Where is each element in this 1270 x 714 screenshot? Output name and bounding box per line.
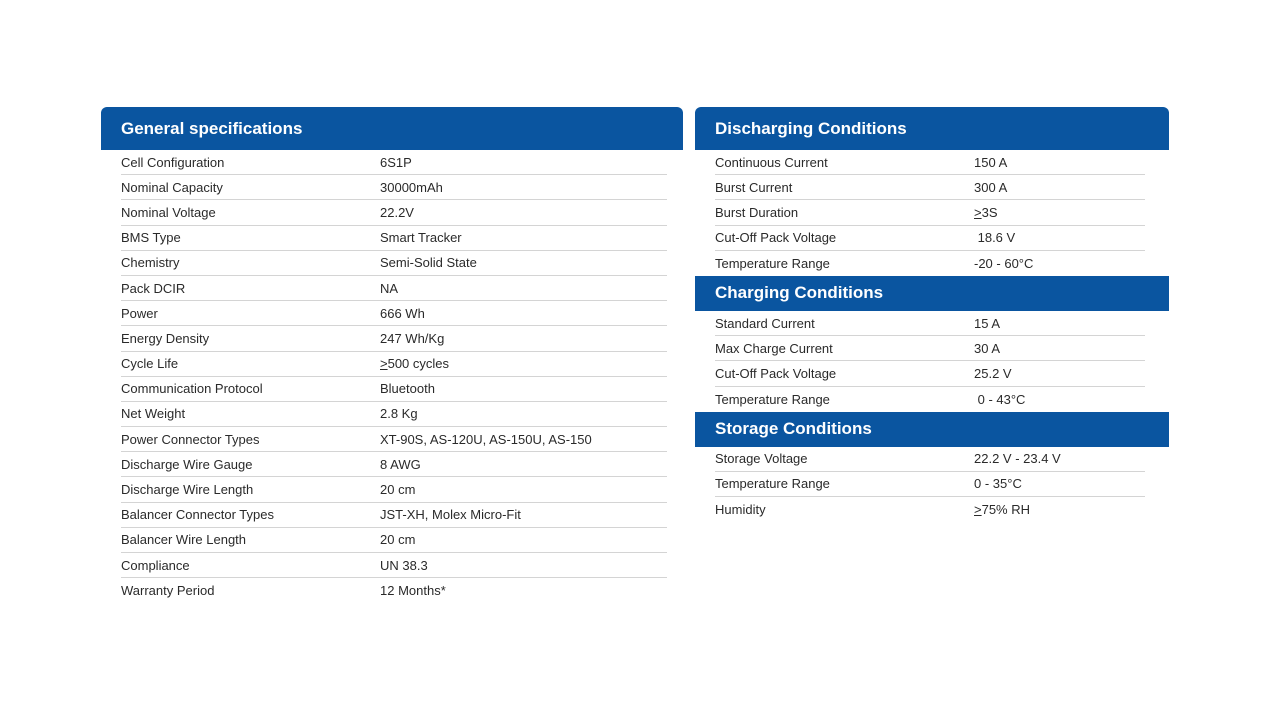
spec-row xyxy=(715,336,1145,361)
general-specifications-table xyxy=(101,107,683,603)
spec-row xyxy=(715,175,1145,200)
spec-label: Cut-Off Pack Voltage xyxy=(715,365,837,381)
spec-label: Balancer Connector Types xyxy=(121,507,274,523)
spec-row xyxy=(121,402,667,427)
spec-value: 300 A xyxy=(974,179,1008,195)
spec-row xyxy=(715,150,1145,175)
spec-row xyxy=(121,452,667,477)
spec-value: Smart Tracker xyxy=(380,230,462,246)
spec-label: Temperature Range xyxy=(715,391,830,407)
spec-label: Pack DCIR xyxy=(121,280,186,296)
spec-value xyxy=(974,205,1145,220)
spec-row xyxy=(121,326,667,351)
spec-value: 0 - 35°C xyxy=(974,476,1022,492)
spec-label: Cycle Life xyxy=(121,356,179,372)
spec-value: UN 38.3 xyxy=(380,557,428,573)
spec-row xyxy=(715,361,1145,386)
spec-label: Warranty Period xyxy=(121,583,215,599)
spec-value-text: 500 cycles xyxy=(387,356,450,372)
spec-label: Nominal Capacity xyxy=(121,179,223,195)
spec-label: Discharge Wire Length xyxy=(121,482,254,498)
spec-value: 150 A xyxy=(974,154,1008,170)
spec-label: Max Charge Current xyxy=(715,340,833,356)
spec-value: 18.6 V xyxy=(974,230,1016,246)
storage-conditions-rows xyxy=(695,447,1169,523)
spec-label: Nominal Voltage xyxy=(121,204,216,220)
spec-label: Burst Duration xyxy=(715,204,799,220)
spec-value: 20 cm xyxy=(380,482,416,498)
spec-row xyxy=(715,251,1145,276)
greater-equal-symbol: > xyxy=(974,502,982,518)
spec-value: XT-90S, AS-120U, AS-150U, AS-150 xyxy=(380,431,592,447)
spec-value: NA xyxy=(380,280,399,296)
spec-row xyxy=(121,276,667,301)
spec-label: Temperature Range xyxy=(715,255,830,271)
spec-row xyxy=(715,200,1145,225)
spec-value: 25.2 V xyxy=(974,365,1012,381)
spec-label: Temperature Range xyxy=(715,476,830,492)
spec-value: 22.2V xyxy=(380,204,414,220)
spec-value: 30000mAh xyxy=(380,179,443,195)
spec-label: Balancer Wire Length xyxy=(121,532,247,548)
spec-label: Net Weight xyxy=(121,406,186,422)
spec-label: Humidity xyxy=(715,502,766,518)
spec-label: Continuous Current xyxy=(715,154,828,170)
spec-value: 666 Wh xyxy=(380,305,425,321)
spec-row xyxy=(121,301,667,326)
charging-conditions-header: Charging Conditions xyxy=(695,276,1169,311)
spec-value: 247 Wh/Kg xyxy=(380,330,445,346)
spec-value: 6S1P xyxy=(380,154,412,170)
spec-row xyxy=(715,447,1145,472)
spec-value: JST-XH, Molex Micro-Fit xyxy=(380,507,521,523)
spec-value-text: 75% RH xyxy=(981,502,1031,518)
spec-row xyxy=(121,251,667,276)
spec-value: 22.2 V - 23.4 V xyxy=(974,451,1061,467)
spec-row xyxy=(121,175,667,200)
spec-label: Burst Current xyxy=(715,179,793,195)
spec-value: 30 A xyxy=(974,340,1001,356)
conditions-column xyxy=(695,107,1169,522)
spec-label: Storage Voltage xyxy=(715,451,808,467)
spec-value xyxy=(974,502,1145,517)
spec-row xyxy=(715,387,1145,412)
spec-label: Cut-Off Pack Voltage xyxy=(715,230,837,246)
spec-row xyxy=(715,472,1145,497)
discharging-conditions-header: Discharging Conditions xyxy=(695,107,1169,150)
spec-value: 2.8 Kg xyxy=(380,406,418,422)
spec-label: Discharge Wire Gauge xyxy=(121,456,253,472)
spec-value: 8 AWG xyxy=(380,456,421,472)
greater-equal-symbol: > xyxy=(380,356,388,372)
spec-row xyxy=(121,578,667,603)
spec-value-text: 3S xyxy=(981,204,998,220)
spec-row xyxy=(121,377,667,402)
spec-label: BMS Type xyxy=(121,230,181,246)
general-specifications-header: General specifications xyxy=(101,107,683,150)
spec-row xyxy=(121,150,667,175)
spec-label: Standard Current xyxy=(715,315,815,331)
spec-value: 20 cm xyxy=(380,532,416,548)
spec-value: 0 - 43°C xyxy=(974,391,1026,407)
spec-label: Power xyxy=(121,305,158,321)
spec-row xyxy=(715,226,1145,251)
spec-value: -20 - 60°C xyxy=(974,255,1034,271)
spec-value xyxy=(380,356,667,371)
spec-label: Cell Configuration xyxy=(121,154,225,170)
charging-conditions-rows xyxy=(695,311,1169,412)
spec-label: Communication Protocol xyxy=(121,381,263,397)
spec-label: Compliance xyxy=(121,557,190,573)
spec-row xyxy=(121,427,667,452)
spec-label: Power Connector Types xyxy=(121,431,260,447)
spec-row xyxy=(715,497,1145,522)
general-specifications-rows xyxy=(101,150,683,603)
discharging-conditions-rows xyxy=(695,150,1169,276)
spec-row xyxy=(121,553,667,578)
spec-row xyxy=(121,528,667,553)
spec-value: Semi-Solid State xyxy=(380,255,477,271)
spec-value: 12 Months* xyxy=(380,583,446,599)
spec-value: Bluetooth xyxy=(380,381,435,397)
spec-row xyxy=(121,200,667,225)
spec-value: 15 A xyxy=(974,315,1001,331)
storage-conditions-header: Storage Conditions xyxy=(695,412,1169,447)
spec-row xyxy=(121,352,667,377)
spec-row xyxy=(121,477,667,502)
spec-label: Energy Density xyxy=(121,330,210,346)
spec-row xyxy=(121,503,667,528)
spec-row xyxy=(715,311,1145,336)
spec-label: Chemistry xyxy=(121,255,180,271)
greater-equal-symbol: > xyxy=(974,204,982,220)
spec-row xyxy=(121,226,667,251)
